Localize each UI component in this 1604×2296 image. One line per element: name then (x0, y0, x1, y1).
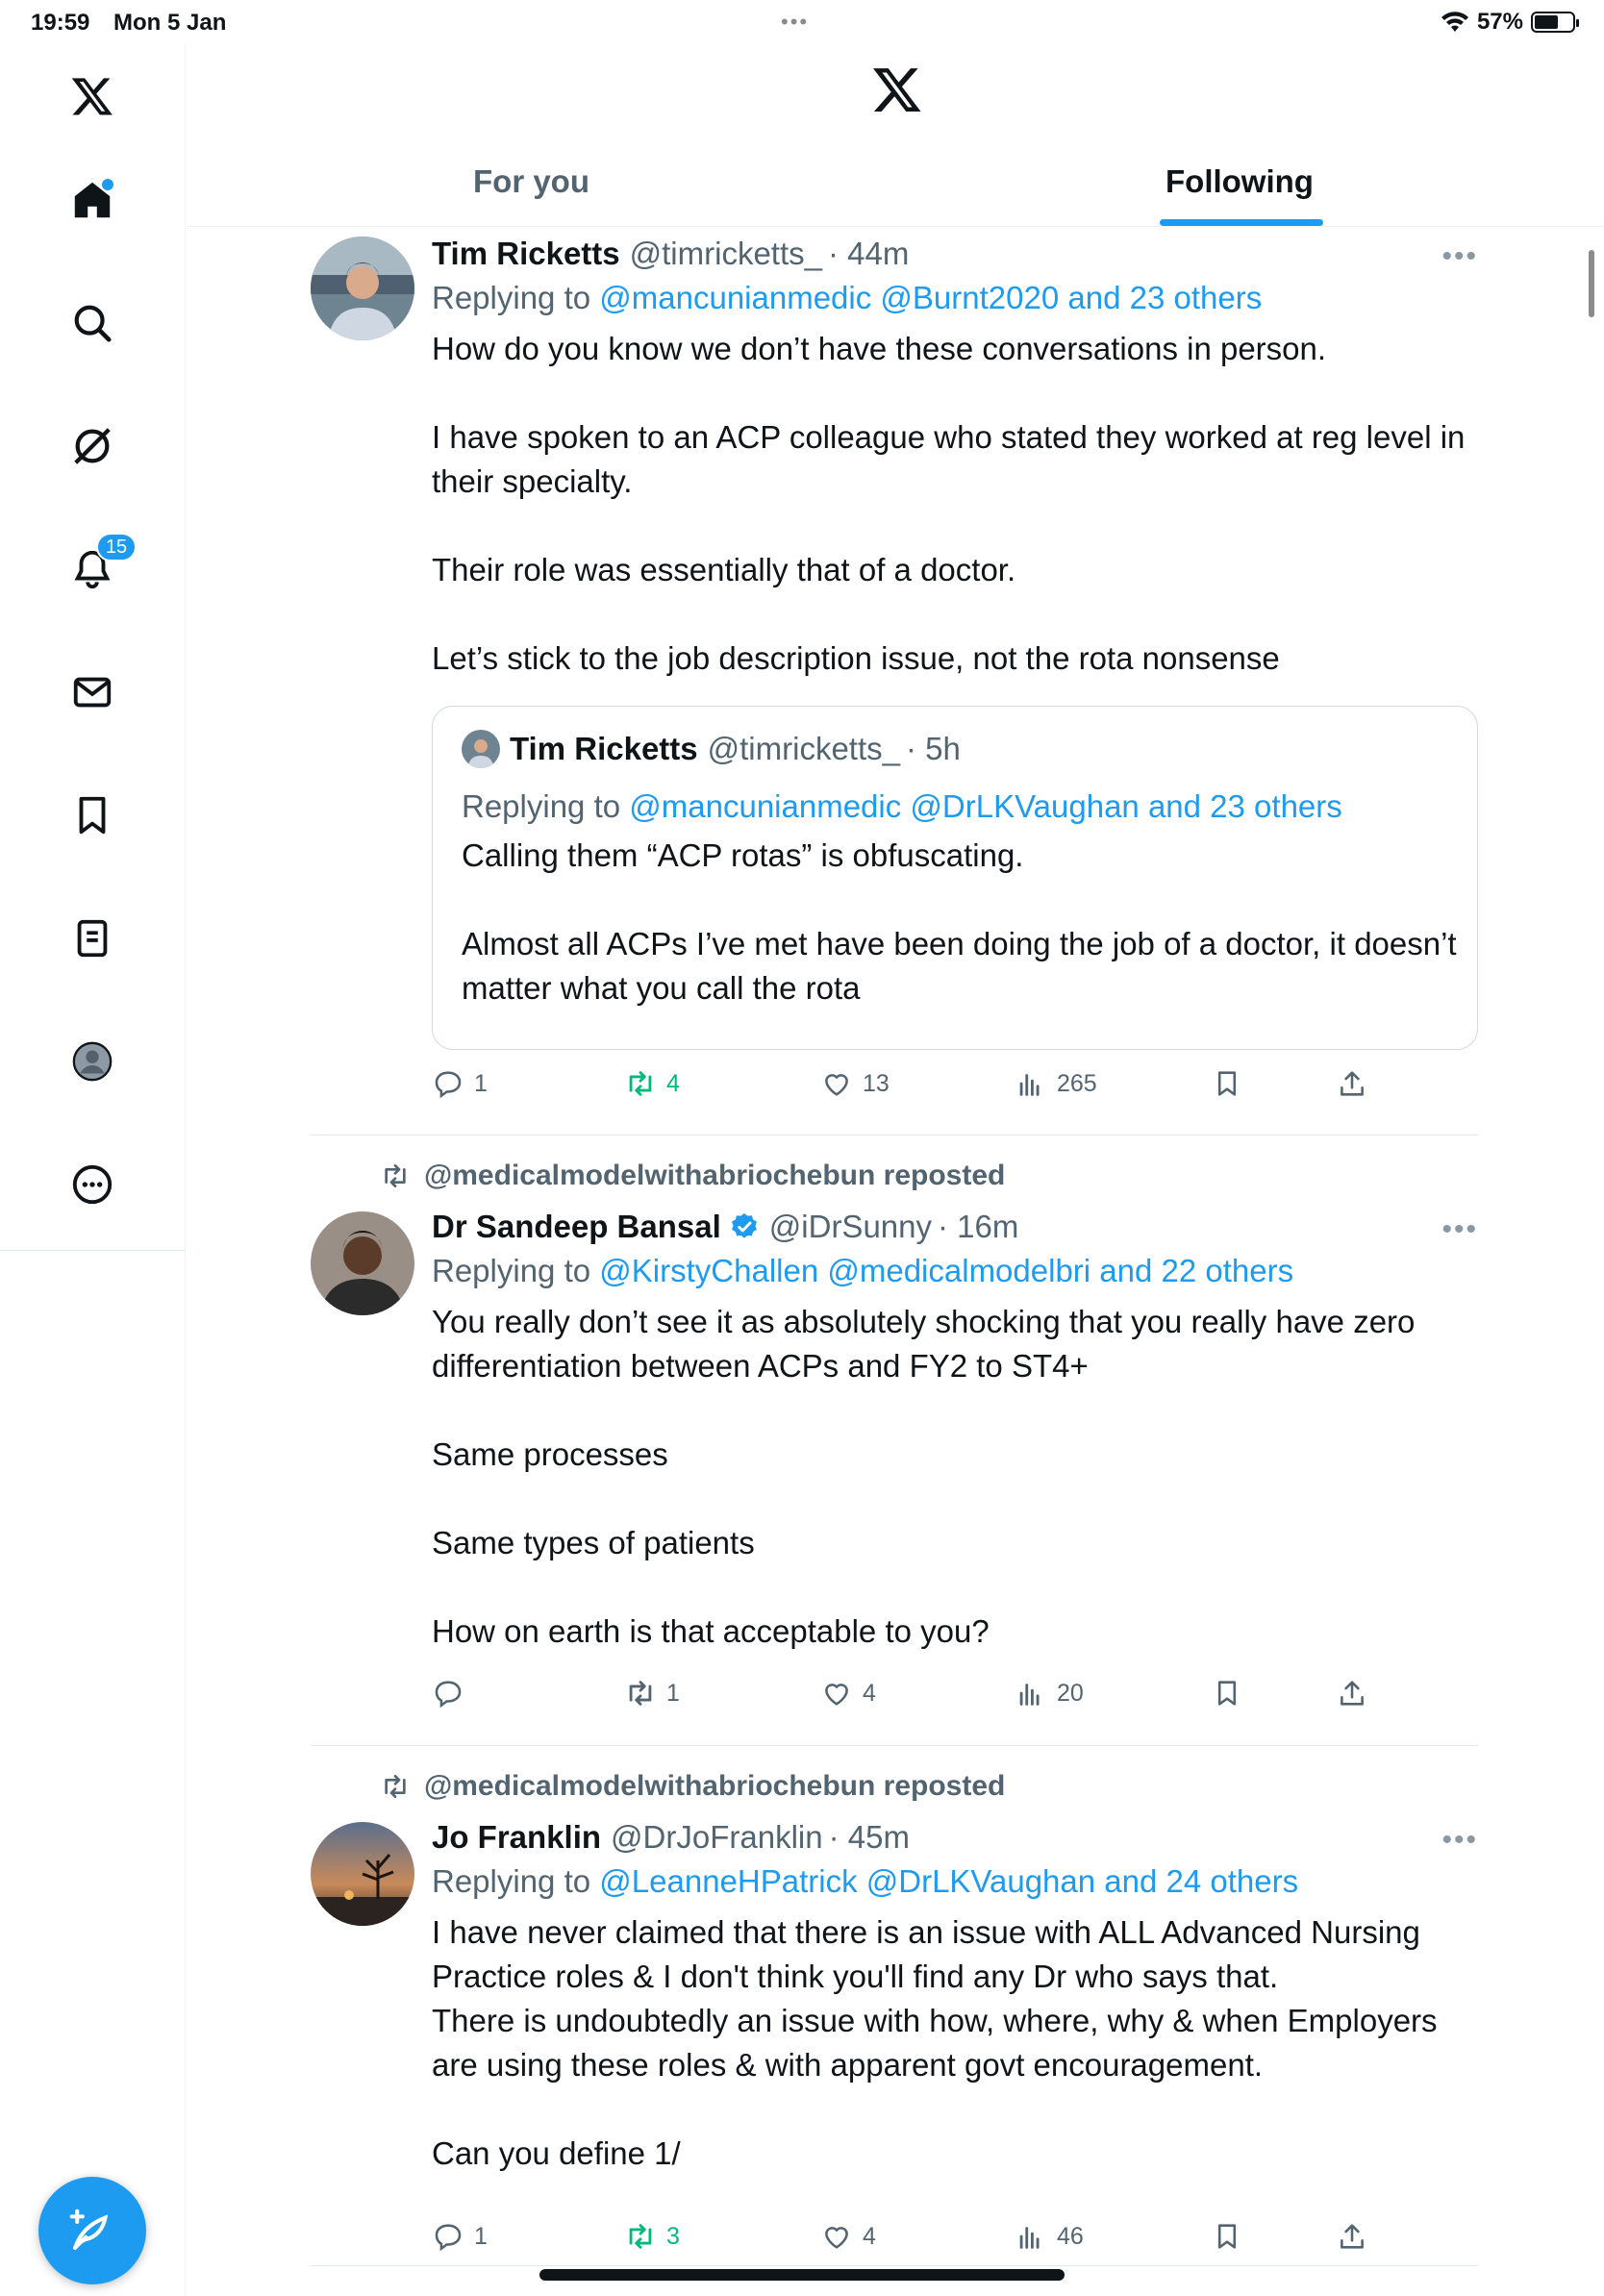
tweet-paragraph: Same processes (432, 1436, 668, 1472)
tweet[interactable] (311, 1160, 1478, 1721)
author-handle[interactable]: @timricketts_ (629, 236, 822, 271)
sidebar-nav (0, 44, 186, 2296)
verified-badge-icon (729, 1211, 760, 1242)
tweet-paragraph: Their role was essentially that of a doctor. (432, 552, 1016, 587)
reply-icon (432, 1067, 464, 1100)
replying-prefix: Replying to (432, 1863, 591, 1899)
views-button[interactable] (1015, 2220, 1084, 2253)
timeline-header (187, 44, 1604, 227)
battery-percent: 57% (1476, 9, 1523, 35)
bookmarks-icon[interactable] (63, 786, 121, 844)
like-count: 4 (863, 1679, 876, 1707)
compose-icon (66, 2205, 118, 2257)
tweet-text (432, 327, 1478, 681)
tweet-text (432, 1910, 1478, 2176)
tweet-author-row (432, 233, 1478, 275)
views-button[interactable] (1015, 1067, 1097, 1100)
replying-to (432, 1859, 1478, 1905)
grok-icon[interactable] (63, 417, 121, 475)
tweet-paragraph: You really don’t see it as absolutely shocking that you really have zero differentiation between ACPs and FY2 to ST4+ (432, 1304, 1416, 1384)
view-count: 20 (1057, 1679, 1084, 1707)
heart-icon (820, 1067, 853, 1100)
tweet-paragraph: I have spoken to an ACP colleague who stated they worked at reg level in their specialty. (432, 419, 1466, 499)
author-name[interactable]: Jo Franklin (432, 1819, 602, 1855)
author-name[interactable]: Dr Sandeep Bansal (432, 1209, 721, 1244)
avatar[interactable] (311, 237, 414, 340)
quoted-tweet[interactable] (432, 706, 1478, 1050)
repost-icon (624, 1677, 657, 1710)
share-icon (1336, 2220, 1368, 2253)
lists-icon[interactable] (63, 910, 121, 967)
reposted-by[interactable] (380, 1770, 1005, 1803)
reply-count: 1 (474, 2222, 488, 2250)
active-tab-indicator (1160, 219, 1323, 226)
repost-count: 4 (666, 1069, 680, 1097)
bookmark-button[interactable] (1211, 2220, 1243, 2253)
more-options-icon[interactable]: ••• (1441, 1213, 1478, 1245)
bookmark-icon (1211, 1677, 1243, 1710)
status-time: 19:59 (31, 10, 90, 36)
view-count: 265 (1057, 1069, 1097, 1097)
share-icon (1336, 1677, 1368, 1710)
reply-count: 1 (474, 1069, 488, 1097)
tweet-text (432, 1300, 1478, 1654)
tab-following[interactable]: Following (1165, 163, 1314, 199)
replying-prefix: Replying to (432, 1253, 591, 1288)
views-button[interactable] (1015, 1677, 1084, 1710)
search-icon[interactable] (63, 294, 121, 352)
tweet-actions (432, 1677, 1451, 1715)
tweet-paragraph: Same types of patients (432, 1525, 755, 1560)
like-count: 13 (863, 1069, 890, 1097)
scrollbar[interactable] (1589, 250, 1594, 317)
quoted-replying-to (462, 784, 1458, 830)
status-bar (0, 0, 1604, 44)
tweet-separator (311, 1135, 1478, 1136)
replying-to-users[interactable]: @mancunianmedic @Burnt2020 and 23 others (599, 280, 1263, 315)
author-name[interactable]: Tim Ricketts (432, 236, 620, 271)
bookmark-button[interactable] (1211, 1067, 1243, 1100)
repost-icon (380, 1771, 411, 1802)
home-unread-dot (102, 179, 113, 190)
tweet-time[interactable]: · 44m (828, 236, 910, 271)
bookmark-button[interactable] (1211, 1677, 1243, 1710)
replying-to (432, 275, 1478, 321)
profile-icon[interactable] (63, 1033, 121, 1090)
tweet-actions (432, 2220, 1451, 2259)
wifi-icon (1441, 11, 1469, 34)
author-handle[interactable]: @iDrSunny (768, 1209, 933, 1244)
quoted-tweet-time: · 5h (906, 731, 961, 766)
like-button[interactable] (820, 2220, 876, 2253)
replying-to-users[interactable]: @mancunianmedic @DrLKVaughan and 23 others (629, 788, 1342, 824)
view-count: 46 (1057, 2222, 1084, 2250)
repost-button[interactable] (624, 2220, 680, 2253)
sidebar-divider (0, 1250, 186, 1251)
tweet-paragraph: Can you define 1/ (432, 2135, 681, 2171)
quoted-author-row (462, 728, 1458, 770)
battery-icon (1531, 12, 1575, 33)
tweet-paragraph: I have never claimed that there is an issue with ALL Advanced Nursing Practice roles & I don't think you'll find any Dr who says that. (432, 1914, 1420, 1994)
tweet-paragraph: How on earth is that acceptable to you? (432, 1613, 990, 1649)
home-icon[interactable] (63, 171, 121, 229)
quoted-avatar (462, 730, 500, 768)
reply-button[interactable] (432, 1067, 488, 1100)
tweet-paragraph: Almost all ACPs I’ve met have been doing the job of a doctor, it doesn’t matter what you call the rota (462, 926, 1457, 1006)
reposted-by-label: @medicalmodelwithabriochebun reposted (424, 1160, 1006, 1191)
tweet[interactable] (311, 1770, 1478, 2270)
tweet-author-row (432, 1816, 1478, 1859)
tweet-time[interactable]: · 45m (828, 1819, 910, 1855)
tweet-author-row (432, 1206, 1478, 1248)
author-handle[interactable]: @DrJoFranklin (611, 1819, 823, 1855)
repost-icon (380, 1160, 411, 1191)
x-logo-icon[interactable] (63, 67, 121, 125)
replying-prefix: Replying to (432, 280, 591, 315)
tweet-actions (432, 1067, 1451, 1106)
notifications-badge: 15 (96, 533, 137, 562)
messages-icon[interactable] (63, 663, 121, 721)
x-logo-icon[interactable] (871, 63, 923, 115)
status-date: Mon 5 Jan (113, 10, 227, 36)
repost-button[interactable] (624, 1067, 680, 1100)
tweet[interactable] (311, 233, 1478, 1127)
tweet-paragraph: Calling them “ACP rotas” is obfuscating. (462, 837, 1024, 873)
bookmark-icon (1211, 1067, 1243, 1100)
bookmark-icon (1211, 2220, 1243, 2253)
replying-prefix: Replying to (462, 788, 621, 824)
share-button[interactable] (1336, 2220, 1368, 2253)
repost-icon (624, 2220, 657, 2253)
reply-button[interactable] (432, 2220, 488, 2253)
home-indicator[interactable] (539, 2269, 1065, 2281)
like-button[interactable] (820, 1677, 876, 1710)
reposted-by-label: @medicalmodelwithabriochebun reposted (424, 1770, 1006, 1802)
avatar[interactable] (311, 1822, 414, 1926)
quoted-tweet-text (462, 834, 1458, 1011)
repost-icon (624, 1067, 657, 1100)
avatar[interactable] (311, 1211, 414, 1315)
tab-for-you[interactable]: For you (473, 163, 589, 199)
repost-count: 3 (666, 2222, 680, 2250)
quoted-author-name: Tim Ricketts (510, 731, 698, 766)
tweet-separator (311, 1745, 1478, 1746)
more-options-icon[interactable]: ••• (1441, 240, 1478, 272)
heart-icon (820, 2220, 853, 2253)
quoted-author-handle: @timricketts_ (707, 731, 900, 766)
tweet-paragraph: Let’s stick to the job description issue, not the rota nonsense (432, 640, 1280, 676)
heart-icon (820, 1677, 853, 1710)
more-options-icon[interactable]: ••• (1441, 1824, 1478, 1856)
like-button[interactable] (820, 1067, 890, 1100)
views-icon (1015, 1067, 1047, 1100)
tweet-time[interactable]: · 16m (938, 1209, 1019, 1244)
notifications-icon[interactable] (63, 536, 128, 598)
reply-button[interactable] (432, 1677, 474, 1710)
views-icon (1015, 1677, 1047, 1710)
reply-icon (432, 2220, 464, 2253)
reposted-by[interactable] (380, 1160, 1005, 1192)
views-icon (1015, 2220, 1047, 2253)
replying-to-users[interactable]: @LeanneHPatrick @DrLKVaughan and 24 others (599, 1863, 1299, 1899)
repost-count: 1 (666, 1679, 680, 1707)
status-indicators (1441, 9, 1575, 36)
compose-button[interactable] (38, 2177, 146, 2284)
share-button[interactable] (1336, 1067, 1368, 1100)
reply-icon (432, 1677, 464, 1710)
replying-to (432, 1248, 1478, 1294)
repost-button[interactable] (624, 1677, 680, 1710)
more-icon[interactable] (63, 1156, 121, 1213)
like-count: 4 (863, 2222, 876, 2250)
multitask-dots[interactable]: ••• (781, 10, 810, 34)
replying-to-users[interactable]: @KirstyChallen @medicalmodelbri and 22 others (599, 1253, 1294, 1288)
tweet-paragraph: There is undoubtedly an issue with how, where, why & when Employers are using these roles & with apparent govt encouragement. (432, 2003, 1438, 2083)
share-button[interactable] (1336, 1677, 1368, 1710)
tweet-paragraph: How do you know we don’t have these conversations in person. (432, 331, 1327, 366)
share-icon (1336, 1067, 1368, 1100)
tweet-separator (311, 2265, 1478, 2266)
